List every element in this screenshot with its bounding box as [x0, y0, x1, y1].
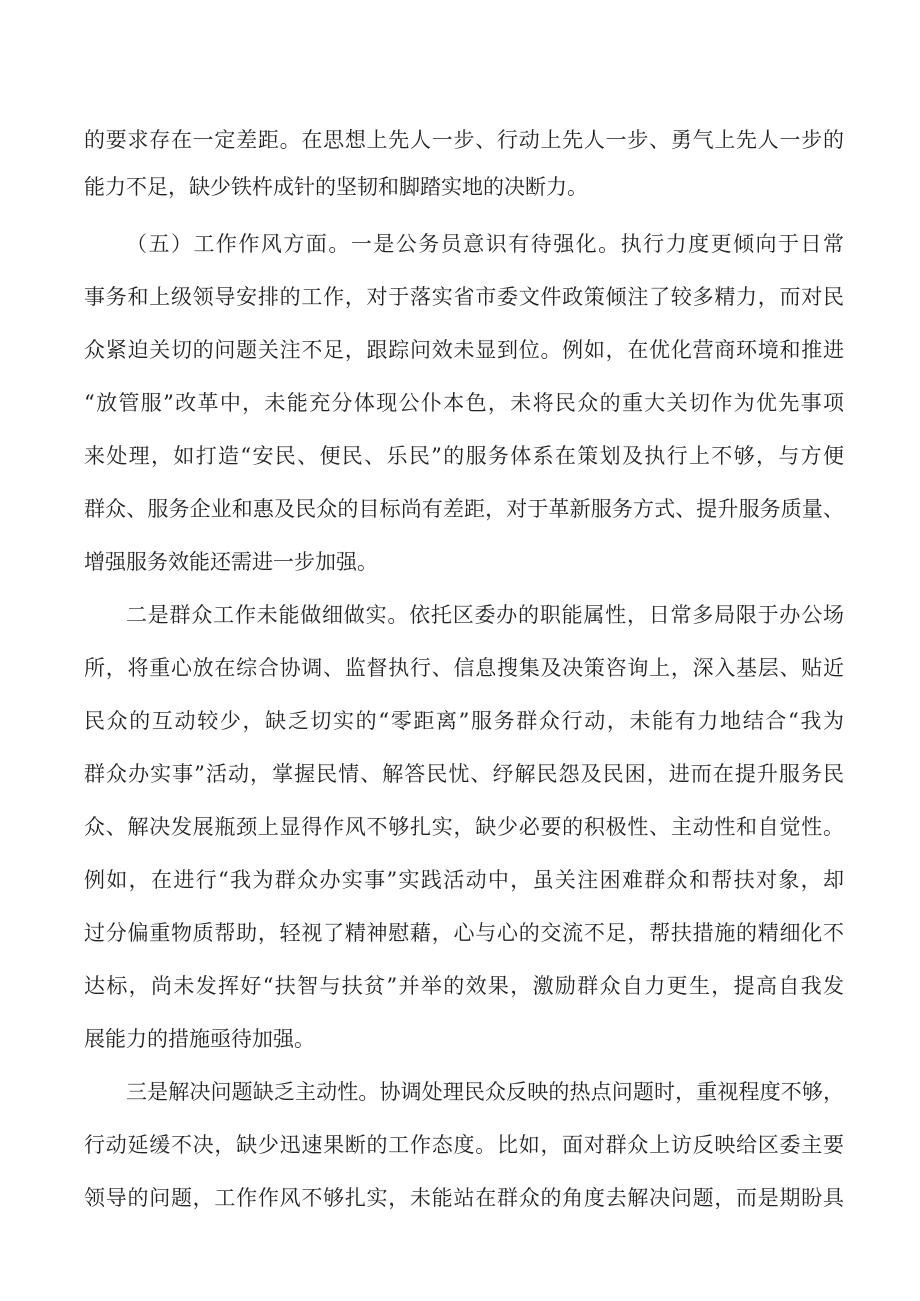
text-line: 行动延缓不决，缺少迅速果断的工作态度。比如，面对群众上访反映给区委主要 — [84, 1133, 844, 1157]
text-line: 的要求存在一定差距。在思想上先人一步、行动上先人一步、勇气上先人一步的 — [84, 128, 844, 152]
text-line: 群众办实事”活动，掌握民情、解答民忧、纾解民怨及民困，进而在提升服务民 — [84, 762, 844, 786]
section-heading-line: （五）工作作风方面。一是公务员意识有待强化。执行力度更倾向于日常 — [126, 232, 844, 256]
paragraph-first-line: 二是群众工作未能做细做实。依托区委办的职能属性，日常多局限于办公场 — [126, 603, 844, 627]
text-line: 例如，在进行“我为群众办实事”实践活动中，虽关注困难群众和帮扶对象，却 — [84, 868, 844, 892]
text-line: 过分偏重物质帮助，轻视了精神慰藉，心与心的交流不足，帮扶措施的精细化不 — [84, 921, 844, 945]
text-line: 众紧迫关切的问题关注不足，跟踪问效未显到位。例如，在优化营商环境和推进 — [84, 338, 844, 362]
paragraph-first-line: 三是解决问题缺乏主动性。协调处理民众反映的热点问题时，重视程度不够， — [126, 1080, 844, 1104]
text-line: 增强服务效能还需进一步加强。 — [84, 550, 378, 574]
text-line: 群众、服务企业和惠及民众的目标尚有差距，对于革新服务方式、提升服务质量、 — [84, 497, 844, 521]
text-line: 来处理，如打造“安民、便民、乐民”的服务体系在策划及执行上不够，与方便 — [84, 444, 844, 468]
text-line: “放管服”改革中，未能充分体现公仆本色，未将民众的重大关切作为优先事项 — [84, 391, 844, 415]
text-line: 展能力的措施亟待加强。 — [84, 1027, 315, 1051]
text-line: 民众的互动较少，缺乏切实的“零距离”服务群众行动，未能有力地结合“我为 — [84, 709, 844, 733]
text-line: 达标，尚未发挥好“扶智与扶贫”并举的效果，激励群众自力更生，提高自我发 — [84, 974, 844, 998]
text-line: 众、解决发展瓶颈上显得作风不够扎实，缺少必要的积极性、主动性和自觉性。 — [84, 815, 844, 839]
text-line: 领导的问题，工作作风不够扎实，未能站在群众的角度去解决问题，而是期盼具 — [84, 1186, 844, 1210]
text-line: 事务和上级领导安排的工作，对于落实省市委文件政策倾注了较多精力，而对民 — [84, 285, 844, 309]
text-line: 能力不足，缺少铁杵成针的坚韧和脚踏实地的决断力。 — [84, 175, 588, 199]
text-line: 所，将重心放在综合协调、监督执行、信息搜集及决策咨询上，深入基层、贴近 — [84, 656, 844, 680]
